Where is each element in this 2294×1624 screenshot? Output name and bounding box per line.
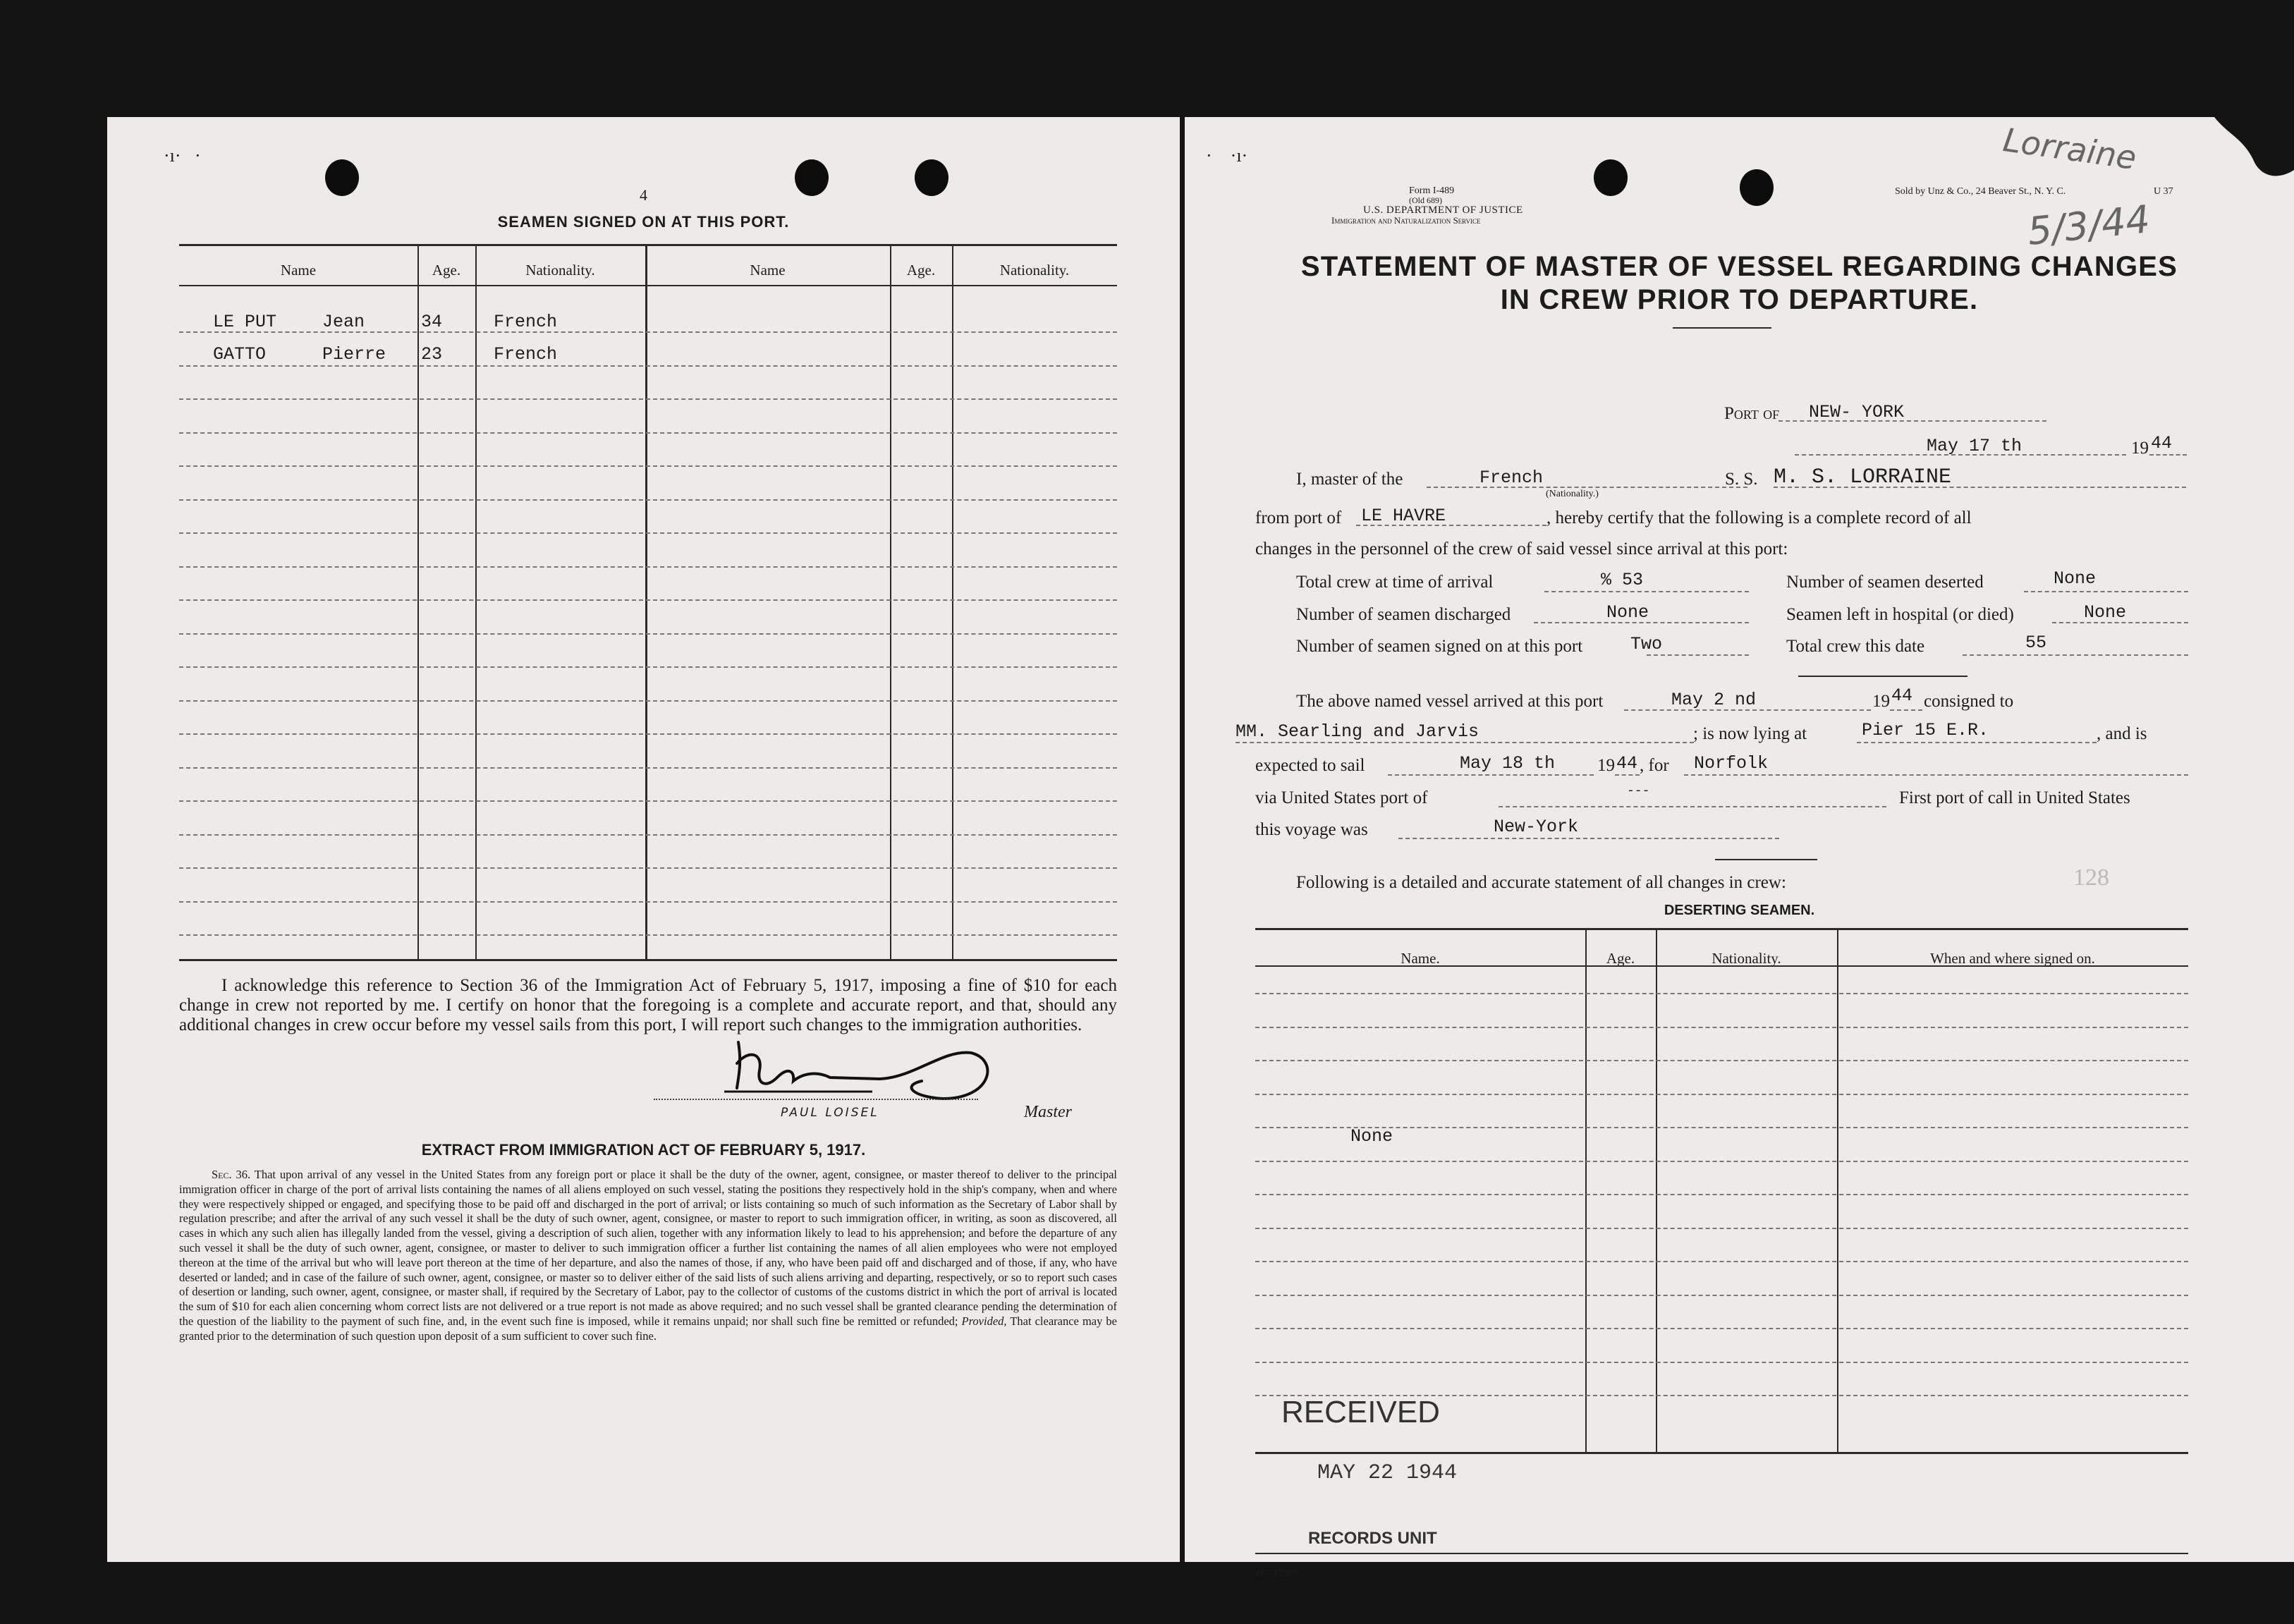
expected-label: expected to sail bbox=[1255, 756, 1365, 775]
expected-year-prefix: 19 bbox=[1597, 756, 1615, 775]
fill-line bbox=[1388, 774, 1594, 776]
row-rule bbox=[1255, 1094, 2188, 1095]
received-stamp: RECEIVED bbox=[1281, 1395, 1440, 1429]
row-rule bbox=[1255, 1161, 2188, 1162]
ship-name: M. S. LORRAINE bbox=[1774, 465, 1952, 489]
lying-label: ; is now lying at bbox=[1693, 724, 1807, 743]
extract-tail: That clearance may be granted prior to the determination of such question upon deposit of a sum sufficient to cover such fine. bbox=[179, 1314, 1117, 1343]
row-rule bbox=[1255, 1261, 2188, 1262]
following-text: Following is a detailed and accurate statement of all changes in crew: bbox=[1296, 873, 1786, 892]
seaman-given-name: Jean bbox=[322, 312, 365, 332]
col-header-age: Age. bbox=[432, 262, 461, 279]
form-title-line-1: STATEMENT OF MASTER OF VESSEL REGARDING CHANGES bbox=[1300, 251, 2178, 282]
col-header-age: Age. bbox=[906, 262, 936, 279]
punch-hole bbox=[1594, 159, 1628, 196]
expected-date: May 18 th bbox=[1460, 753, 1556, 774]
row-rule bbox=[179, 499, 1117, 501]
row-rule bbox=[179, 566, 1117, 568]
destination-value: Norfolk bbox=[1694, 753, 1769, 774]
signed-on-value: Two bbox=[1630, 634, 1663, 654]
department-name: U.S. DEPARTMENT OF JUSTICE bbox=[1363, 204, 1523, 216]
footer-rule bbox=[1255, 1553, 2188, 1554]
signature-line bbox=[654, 1099, 978, 1100]
scan-specks: · ·ı· bbox=[1206, 145, 1248, 166]
row-rule bbox=[179, 901, 1117, 903]
row-rule bbox=[179, 767, 1117, 769]
punch-hole bbox=[1740, 169, 1774, 206]
row-rule bbox=[179, 800, 1117, 802]
service-name: Immigration and Naturalization Service bbox=[1331, 215, 1481, 226]
section-divider bbox=[1798, 676, 1967, 677]
extract-section: Sec. 36. bbox=[212, 1168, 251, 1181]
seaman-surname: GATTO bbox=[213, 344, 267, 365]
table-bottom-rule bbox=[179, 959, 1117, 961]
received-date-stamp: MAY 22 1944 bbox=[1317, 1461, 1458, 1485]
signature-scrawl bbox=[710, 1021, 1006, 1106]
fill-line bbox=[1963, 654, 2188, 656]
lying-at-value: Pier 15 E.R. bbox=[1862, 720, 1989, 740]
row-rule bbox=[179, 432, 1117, 434]
total-crew-date-label: Total crew this date bbox=[1786, 637, 1925, 656]
arrived-year-prefix: 19 bbox=[1872, 692, 1890, 711]
discharged-label: Number of seamen discharged bbox=[1296, 605, 1511, 624]
fill-line bbox=[1499, 806, 1886, 807]
certify-text: , hereby certify that the following is a complete record of all bbox=[1546, 508, 1972, 527]
extract-title: EXTRACT FROM IMMIGRATION ACT OF FEBRUARY 5, 1917. bbox=[421, 1141, 866, 1159]
total-crew-date-value: 55 bbox=[2025, 633, 2047, 653]
port-of-label: Port of bbox=[1724, 404, 1780, 423]
row-rule bbox=[179, 465, 1117, 467]
fill-line bbox=[1236, 742, 1694, 743]
footer-code: 16—17387 bbox=[1255, 1568, 1297, 1578]
torn-corner bbox=[2172, 117, 2294, 209]
row-rule bbox=[1255, 1328, 2188, 1329]
col-header-nationality: Nationality. bbox=[525, 262, 595, 279]
voyage-port-value: New-York bbox=[1494, 817, 1579, 837]
changes-text: changes in the personnel of the crew of said vessel since arrival at this port: bbox=[1255, 539, 1788, 558]
extract-proviso: Provided, bbox=[961, 1314, 1007, 1328]
first-port-label: First port of call in United States bbox=[1899, 788, 2130, 807]
fill-line bbox=[1684, 774, 2188, 776]
signature-name: PAUL LOISEL bbox=[781, 1106, 879, 1120]
from-port-label: from port of bbox=[1255, 508, 1342, 527]
section-divider bbox=[1715, 859, 1817, 860]
row-rule bbox=[1255, 1060, 2188, 1061]
row-rule bbox=[179, 867, 1117, 869]
handwritten-vessel-note: Lorraine bbox=[2001, 121, 2139, 177]
row-rule bbox=[179, 834, 1117, 836]
col-divider bbox=[645, 244, 647, 959]
row-rule bbox=[1255, 1295, 2188, 1296]
form-number: Form I-489 bbox=[1409, 185, 1455, 196]
row-rule bbox=[179, 666, 1117, 668]
consignee-value: MM. Searling and Jarvis bbox=[1236, 721, 1479, 742]
fill-line bbox=[1890, 709, 1922, 711]
fill-line bbox=[2024, 591, 2188, 592]
seaman-surname: LE PUT bbox=[213, 312, 277, 332]
total-crew-arrival-value: % 53 bbox=[1601, 570, 1644, 590]
row-rule bbox=[179, 934, 1117, 936]
col-divider bbox=[1585, 928, 1587, 1452]
row-rule bbox=[179, 733, 1117, 735]
via-port-value: --- bbox=[1627, 784, 1650, 798]
seaman-given-name: Pierre bbox=[322, 344, 386, 365]
arrived-year: 44 bbox=[1891, 685, 1913, 706]
row-rule bbox=[179, 532, 1117, 534]
col-header-nationality: Nationality. bbox=[1712, 950, 1781, 967]
col-header-age: Age. bbox=[1606, 950, 1635, 967]
nationality-value: French bbox=[1479, 468, 1544, 488]
seaman-age: 23 bbox=[421, 344, 443, 365]
expected-year: 44 bbox=[1616, 753, 1638, 774]
from-port-value: LE HAVRE bbox=[1361, 506, 1446, 526]
hospital-value: None bbox=[2084, 602, 2127, 623]
voyage-label: this voyage was bbox=[1255, 820, 1368, 839]
col-divider bbox=[475, 244, 477, 959]
master-label: Master bbox=[1024, 1103, 1072, 1121]
col-divider bbox=[890, 244, 891, 959]
title-underline bbox=[1673, 327, 1771, 329]
col-header-name: Name bbox=[750, 262, 786, 279]
signed-on-label: Number of seamen signed on at this port bbox=[1296, 637, 1583, 656]
fill-line bbox=[1615, 774, 1640, 776]
seaman-nationality: French bbox=[494, 344, 558, 365]
seaman-nationality: French bbox=[494, 312, 558, 332]
section-title: SEAMEN SIGNED ON AT THIS PORT. bbox=[497, 213, 790, 231]
right-page bbox=[1185, 117, 2294, 1578]
col-header-name: Name. bbox=[1401, 950, 1440, 967]
row-rule bbox=[1255, 993, 2188, 994]
date-prefix: 19 bbox=[2131, 439, 2149, 458]
table-top-rule bbox=[1255, 928, 2188, 930]
fill-line bbox=[2149, 454, 2187, 456]
fill-line bbox=[1427, 487, 1747, 488]
consigned-label: consigned to bbox=[1924, 692, 2014, 711]
table-bottom-rule bbox=[1255, 1452, 2188, 1454]
table-header-rule bbox=[179, 285, 1117, 286]
fill-line bbox=[1647, 654, 1749, 656]
fill-line bbox=[1398, 838, 1779, 839]
date-year: 44 bbox=[2151, 433, 2173, 453]
page-stamp: 128 bbox=[2073, 865, 2109, 891]
form-title-line-2: IN CREW PRIOR TO DEPARTURE. bbox=[1500, 284, 1979, 315]
records-unit-stamp: RECORDS UNIT bbox=[1308, 1529, 1437, 1548]
nationality-label: (Nationality.) bbox=[1546, 489, 1599, 499]
seller-code: U 37 bbox=[2154, 186, 2173, 197]
extract-text bbox=[179, 1168, 1117, 1344]
date-month-day: May 17 th bbox=[1927, 436, 2022, 456]
for-label: , for bbox=[1640, 756, 1669, 775]
deserted-value: None bbox=[2054, 568, 2097, 589]
fill-line bbox=[1857, 742, 2097, 743]
col-header-nationality: Nationality. bbox=[999, 262, 1070, 279]
fill-line bbox=[1544, 591, 1749, 592]
deserting-title: DESERTING SEAMEN. bbox=[1664, 903, 1815, 918]
col-divider bbox=[1837, 928, 1838, 1452]
page-number: 4 bbox=[640, 186, 647, 204]
col-header-name: Name bbox=[280, 262, 317, 279]
col-header-signed-on: When and where signed on. bbox=[1930, 950, 2095, 967]
col-divider bbox=[952, 244, 953, 959]
row-rule bbox=[1255, 1362, 2188, 1363]
row-rule bbox=[179, 700, 1117, 702]
and-is-text: , and is bbox=[2097, 724, 2147, 743]
deserting-entry: None bbox=[1350, 1126, 1393, 1147]
row-rule bbox=[1255, 1194, 2188, 1195]
arrived-date: May 2 nd bbox=[1671, 690, 1757, 710]
row-rule bbox=[179, 398, 1117, 400]
seller-imprint: Sold by Unz & Co., 24 Beaver St., N. Y. C. bbox=[1895, 186, 2066, 197]
port-of-value: NEW- YORK bbox=[1809, 402, 1905, 422]
arrived-label: The above named vessel arrived at this port bbox=[1296, 692, 1604, 711]
ss-label: S. S. bbox=[1725, 470, 1758, 489]
row-rule bbox=[1255, 1228, 2188, 1229]
row-rule bbox=[1255, 1127, 2188, 1128]
row-rule bbox=[179, 331, 1117, 333]
left-page bbox=[107, 117, 1180, 1562]
discharged-value: None bbox=[1606, 602, 1649, 623]
hospital-label: Seamen left in hospital (or died) bbox=[1786, 605, 2014, 624]
row-rule bbox=[179, 365, 1117, 367]
col-divider bbox=[1656, 928, 1657, 1452]
master-of-label: I, master of the bbox=[1296, 470, 1403, 489]
seaman-age: 34 bbox=[421, 312, 443, 332]
row-rule bbox=[179, 633, 1117, 635]
acknowledgement-text: I acknowledge this reference to Section 36 of the Immigration Act of February 5, 1917, imposing a fine of $10 for each change in crew not reported by me. I certify on honor that the foregoing is a complete and accurate report, and that, should any additional changes in crew occur before my vessel sails from this port, I will report such changes to the immigration authorities. bbox=[179, 976, 1117, 1034]
scan-specks: ·ı· · bbox=[164, 145, 201, 166]
form-old-number: (Old 689) bbox=[1409, 195, 1442, 205]
extract-body: That upon arrival of any vessel in the United States from any foreign port or place it shall be the duty of the owner, agent, consignee, or master thereof to deliver to the principal immigration officer in charge of the port of arrival lists containing the names of all aliens employed on such vessel, stating the positions they respectively hold in the ship's company, when and where they were respectively shipped or engaged, and specifying those to be paid off and discharged in the port of arrival; or lists containing so much of such information as the Secretary of Labor shall by regulation prescribe; and after the arrival of any such vessel it shall be the duty of such owner, agent, consignee, or master to report to such immigration officer, in writing, as soon as discovered, all cases in which any such alien has illegally landed from the vessel, giving a description of such alien, together with any information likely to lead to his apprehension; and before the departure of any such vessel it shall be the duty of such owner, agent, consignee, or master to deliver to such immigration officer a further list containing the names of all alien employees who were not employed thereon at the time of the arrival but who will leave port thereon at the time of her departure, and also the names of those, if any, who have been paid off and discharged and of those, if any, who have deserted or landed; and in case of the failure of such owner, agent, consignee, or master so to deliver either of the said lists of such aliens arriving and departing, respectively, or so to report such cases of desertion or landing, such owner, agent, consignee, or master shall, if required by the Secretary of Labor, pay to the collector of customs of the customs district in which the port of arrival is located the sum of $10 for each alien concerning whom correct lists are not delivered or a true report is not made as above required; and no such vessel shall be granted clearance pending the determination of the question of the liability to the payment of such fine, and, in the event such fine is imposed, while it remains unpaid; nor shall such fine be remitted or refunded; bbox=[179, 1168, 1117, 1328]
row-rule bbox=[1255, 1027, 2188, 1028]
table-top-rule bbox=[179, 244, 1117, 246]
via-label: via United States port of bbox=[1255, 788, 1428, 807]
handwritten-date-note: 5/3/44 bbox=[2025, 197, 2152, 254]
deserted-label: Number of seamen deserted bbox=[1786, 573, 1984, 592]
col-divider bbox=[417, 244, 419, 959]
total-crew-arrival-label: Total crew at time of arrival bbox=[1296, 573, 1494, 592]
row-rule bbox=[179, 599, 1117, 601]
